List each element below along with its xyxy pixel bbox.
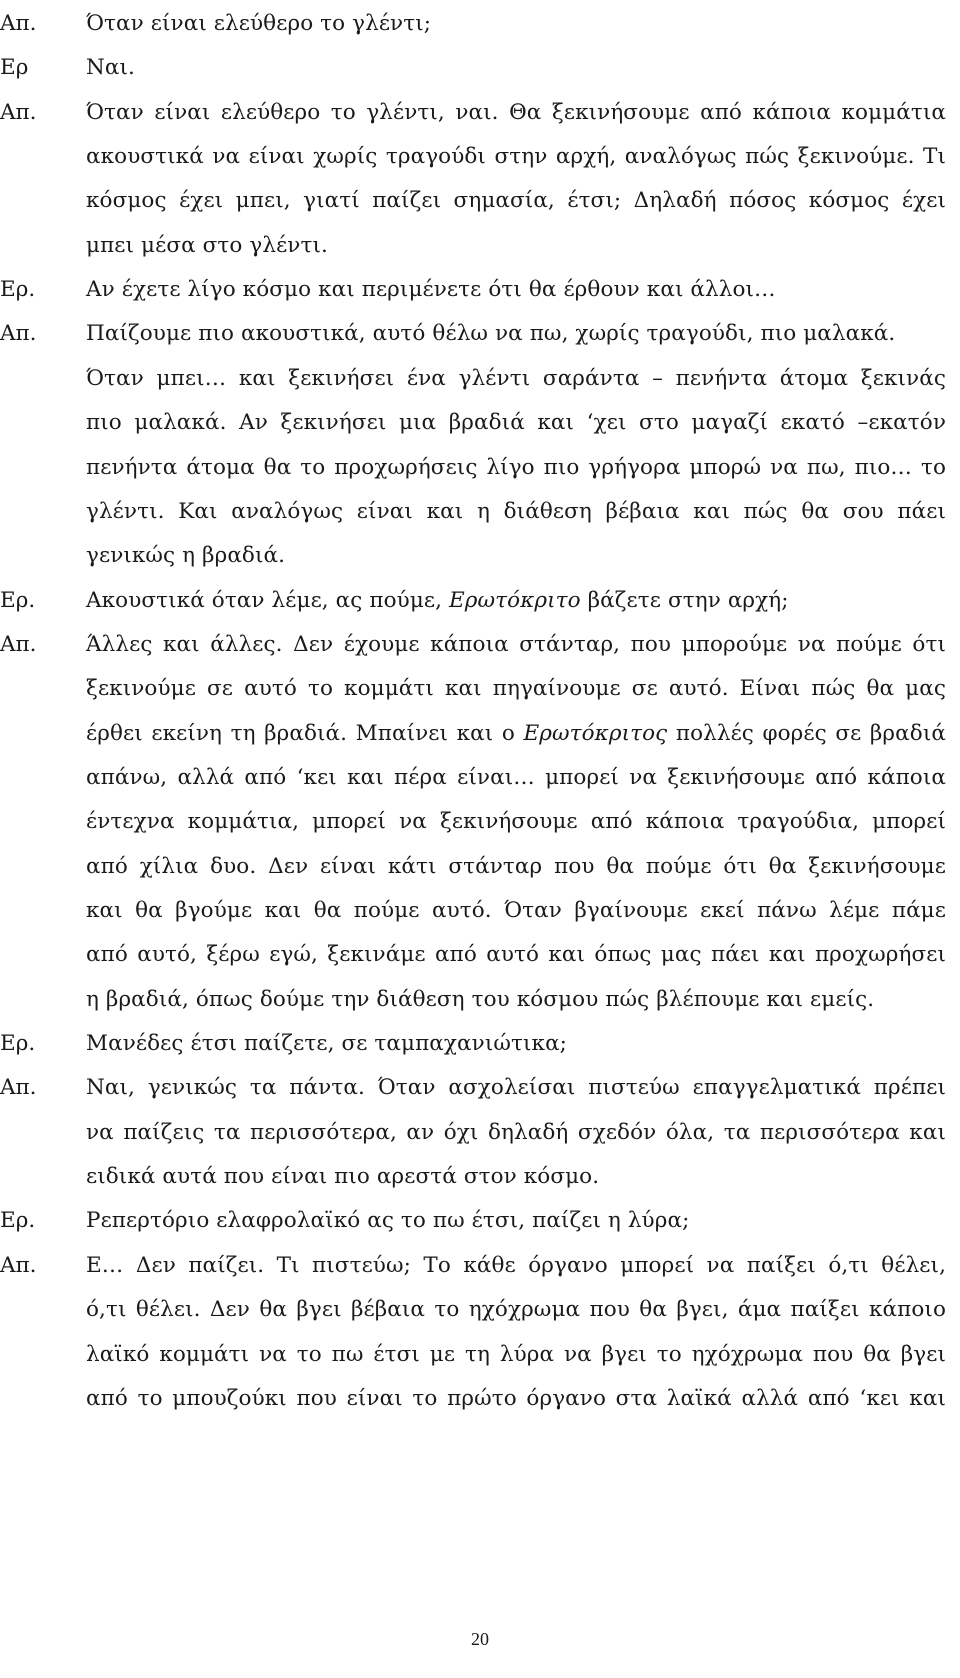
transcript-line: ό,τι θέλει. Δεν θα βγει βέβαια το ηχόχρωμα που θα βγει, άμα παίξει κάποιο <box>86 1297 946 1323</box>
speaker-label: Ερ <box>0 55 29 81</box>
transcript-line: Αν έχετε λίγο κόσμο και περιμένετε ότι θα έρθουν και άλλοι… <box>86 277 776 303</box>
transcript-line: μπει μέσα στο γλέντι. <box>86 232 328 258</box>
transcript-line: απάνω, αλλά από ‘κει και πέρα είναι… μπορεί να ξεκινήσουμε από κάποια <box>86 764 946 790</box>
speaker-label: Απ. <box>0 1252 37 1278</box>
line-text: πολλές φορές σε βραδιά <box>667 720 946 746</box>
transcript-line: Όταν είναι ελεύθερο το γλέντι; <box>86 11 432 36</box>
transcript-line <box>86 712 946 756</box>
transcript-line: Ναι, γενικώς τα πάντα. Όταν ασχολείσαι πιστεύω επαγγελματικά πρέπει <box>86 1075 946 1101</box>
transcript-line: Μανέδες έτσι παίζετε, σε ταμπαχανιώτικα; <box>86 1031 568 1057</box>
speaker-label: Απ. <box>0 631 37 657</box>
line-text: έρθει εκείνη τη βραδιά. Μπαίνει και ο <box>86 720 524 746</box>
transcript-line: γενικώς η βραδιά. <box>86 543 286 569</box>
speaker-label: Ερ. <box>0 1031 36 1057</box>
transcript-line: από το μπουζούκι που είναι το πρώτο όργανο στα λαϊκά αλλά από ‘κει και <box>86 1385 946 1411</box>
line-text: Ακουστικά όταν λέμε, ας πούμε, <box>86 587 449 613</box>
transcript-line: Ε… Δεν παίζει. Τι πιστεύω; Το κάθε όργανο μπορεί να παίξει ό,τι θέλει, <box>86 1252 946 1278</box>
speaker-label: Ερ. <box>0 587 36 613</box>
song-title: Ερωτόκριτος <box>523 720 668 746</box>
transcript-line: από χίλια δυο. Δεν είναι κάτι στάνταρ που θα πούμε ότι θα ξεκινήσουμε <box>86 853 946 879</box>
transcript-line: ξεκινούμε σε αυτό το κομμάτι και πηγαίνουμε σε αυτό. Είναι πώς θα μας <box>86 676 946 702</box>
transcript-line: η βραδιά, όπως δούμε την διάθεση του κόσμου πώς βλέπουμε και εμείς. <box>86 986 875 1012</box>
transcript-line: να παίζεις τα περισσότερα, αν όχι δηλαδή σχεδόν όλα, τα περισσότερα και <box>86 1119 946 1145</box>
transcript-line: ακουστικά να είναι χωρίς τραγούδι στην αρχή, αναλόγως πώς ξεκινούμε. Τι <box>86 144 946 170</box>
line-text: βάζετε στην αρχή; <box>580 587 789 613</box>
speaker-label: Ερ. <box>0 277 36 303</box>
speaker-label: Απ. <box>0 321 37 347</box>
speaker-label: Απ. <box>0 1075 37 1101</box>
transcript-line: πενήντα άτομα θα το προχωρήσεις λίγο πιο γρήγορα μπορώ να πω, πιο… το <box>86 454 946 480</box>
transcript-line: και θα βγούμε και θα πούμε αυτό. Όταν βγαίνουμε εκεί πάνω λέμε πάμε <box>86 898 946 923</box>
speaker-label: Απ. <box>0 11 37 36</box>
transcript-line: Παίζουμε πιο ακουστικά, αυτό θέλω να πω, χωρίς τραγούδι, πιο μαλακά. <box>86 321 896 347</box>
transcript-line: Άλλες και άλλες. Δεν έχουμε κάποια στάνταρ, που μπορούμε να πούμε ότι <box>86 631 946 657</box>
transcript-line: κόσμος έχει μπει, γιατί παίζει σημασία, έτσι; Δηλαδή πόσος κόσμος έχει <box>86 188 946 214</box>
speaker-label: Απ. <box>0 99 37 125</box>
transcript-line: από αυτό, ξέρω εγώ, ξεκινάμε από αυτό και όπως μας πάει και προχωρήσει <box>86 942 946 968</box>
transcript-line: Ναι. <box>86 55 135 81</box>
transcript-line: έντεχνα κομμάτια, μπορεί να ξεκινήσουμε από κάποια τραγούδια, μπορεί <box>86 809 946 835</box>
transcript-line <box>86 579 946 623</box>
transcript-line: πιο μαλακά. Αν ξεκινήσει μια βραδιά και ‘χει στο μαγαζί εκατό –εκατόν <box>86 410 946 436</box>
transcript-line: γλέντι. Και αναλόγως είναι και η διάθεση βέβαια και πώς θα σου πάει <box>86 498 946 524</box>
song-title: Ερωτόκριτο <box>449 587 581 613</box>
transcript-line: Ρεπερτόριο ελαφρολαϊκό ας το πω έτσι, παίζει η λύρα; <box>86 1208 690 1234</box>
transcript-line: Όταν είναι ελεύθερο το γλέντι, ναι. Θα ξεκινήσουμε από κάποια κομμάτια <box>86 99 946 125</box>
transcript-line: λαϊκό κομμάτι να το πω έτσι με τη λύρα να βγει το ηχόχρωμα που θα βγει <box>86 1341 946 1367</box>
transcript-line: ειδικά αυτά που είναι πιο αρεστά στον κόσμο. <box>86 1164 600 1190</box>
transcript-line: Όταν μπει… και ξεκινήσει ένα γλέντι σαράντα – πενήντα άτομα ξεκινάς <box>86 365 946 391</box>
speaker-label: Ερ. <box>0 1208 36 1234</box>
page-number: 20 <box>471 1629 489 1649</box>
